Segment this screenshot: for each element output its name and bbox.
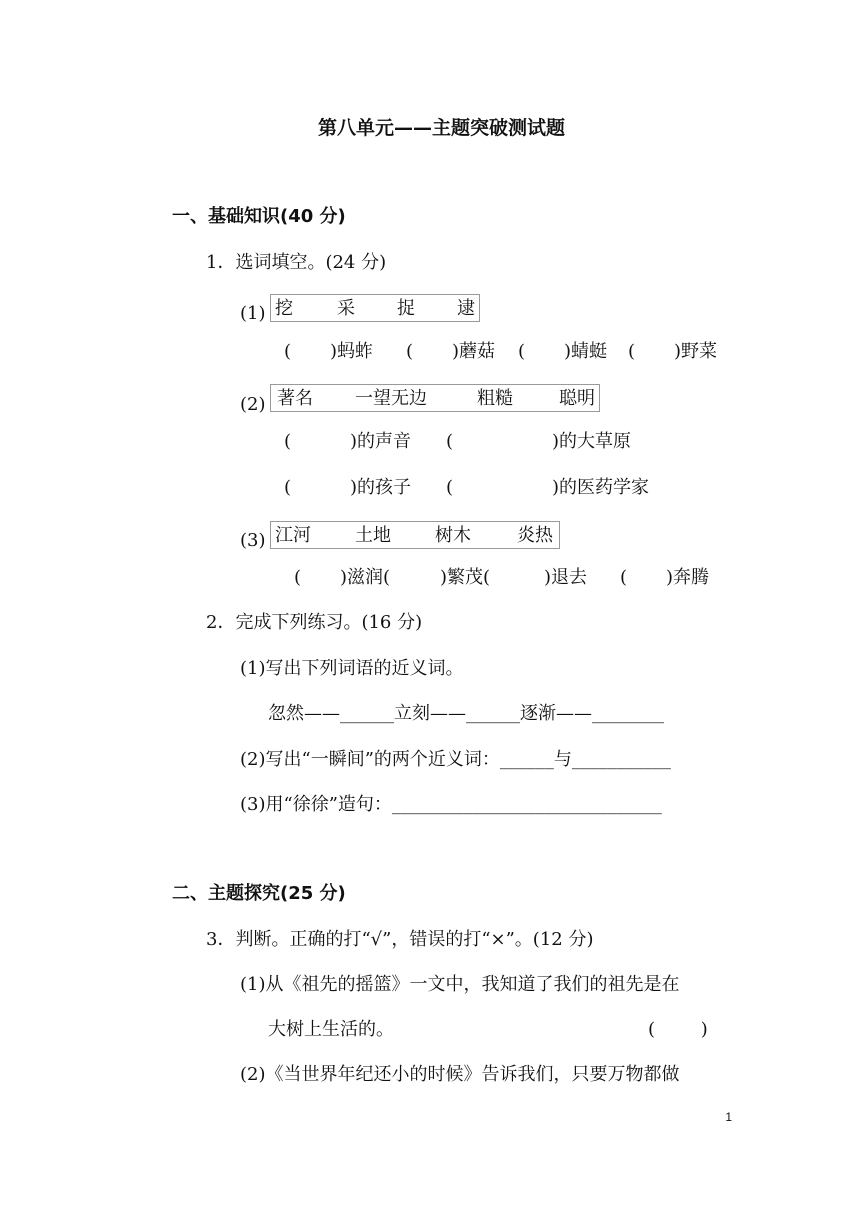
word-option: 江河: [275, 525, 311, 546]
blank-open: (: [446, 431, 454, 452]
sub-question: (1)从《祖先的摇篮》一文中，我知道了我们的祖先是在: [240, 974, 680, 995]
blank-open: (: [406, 341, 414, 362]
word-option: 逮: [457, 298, 475, 319]
word-option: 土地: [355, 525, 391, 546]
blank-open: (: [628, 341, 636, 362]
blank-text: )繁茂(: [440, 567, 491, 588]
sub-question: (3)用“徐徐”造句：______________________________: [240, 794, 662, 815]
blank-text: )的大草原: [552, 431, 632, 452]
blank-text: )蚂蚱: [330, 341, 374, 362]
sub-question: (2)写出“一瞬间”的两个近义词：______与___________: [240, 749, 671, 770]
word-option: 著名: [277, 388, 313, 409]
sub-question-cont: 大树上生活的。: [268, 1019, 394, 1040]
blank-text: )的声音: [350, 431, 412, 452]
blank-text: )滋润(: [340, 567, 391, 588]
synonym-line: 忽然——______立刻——______逐渐——________: [268, 703, 664, 724]
word-option: 炎热: [517, 525, 553, 546]
blank-open: (: [284, 341, 292, 362]
section-heading: 二、主题探究(25 分): [172, 883, 346, 904]
fill-row: [0, 340, 860, 364]
blank-text: )的孩子: [350, 477, 412, 498]
fill-row: [0, 566, 860, 590]
blank-text: )蘑菇: [452, 341, 496, 362]
blank-open: (: [620, 567, 628, 588]
page-number: 1: [725, 1110, 732, 1124]
blank-open: (: [284, 477, 292, 498]
word-box: [270, 521, 560, 549]
word-option: 挖: [275, 298, 293, 319]
item-number: (1): [240, 303, 266, 324]
word-option: 粗糙: [477, 388, 513, 409]
blank-text: )奔腾: [666, 567, 710, 588]
blank-text: )的医药学家: [552, 477, 650, 498]
page-title: 第八单元——主题突破测试题: [318, 117, 566, 139]
word-box: [270, 294, 480, 322]
item-number: (3): [240, 530, 266, 551]
word-option: 采: [337, 298, 355, 319]
fill-row: [0, 476, 860, 500]
word-option: 捉: [397, 298, 415, 319]
answer-paren: ( ): [648, 1019, 708, 1040]
question-stem: 3．判断。正确的打“√”，错误的打“×”。(12 分): [206, 929, 594, 950]
blank-open: (: [446, 477, 454, 498]
section-heading: 一、基础知识(40 分): [172, 206, 346, 227]
sub-question: (2)《当世界年纪还小的时候》告诉我们，只要万物都做: [240, 1064, 680, 1085]
blank-open: (: [294, 567, 302, 588]
word-box: [270, 384, 600, 412]
item-number: (2): [240, 394, 266, 415]
sub-question: (1)写出下列词语的近义词。: [240, 658, 464, 679]
word-option: 聪明: [559, 388, 595, 409]
fill-row: [0, 430, 860, 454]
blank-open: (: [284, 431, 292, 452]
question-stem: 1．选词填空。(24 分): [206, 252, 387, 273]
word-option: 一望无边: [355, 388, 427, 409]
blank-text: )蜻蜓: [564, 341, 608, 362]
question-stem: 2．完成下列练习。(16 分): [206, 612, 423, 633]
blank-open: (: [518, 341, 526, 362]
blank-text: )退去: [544, 567, 588, 588]
blank-text: )野菜: [674, 341, 718, 362]
word-option: 树木: [435, 525, 471, 546]
